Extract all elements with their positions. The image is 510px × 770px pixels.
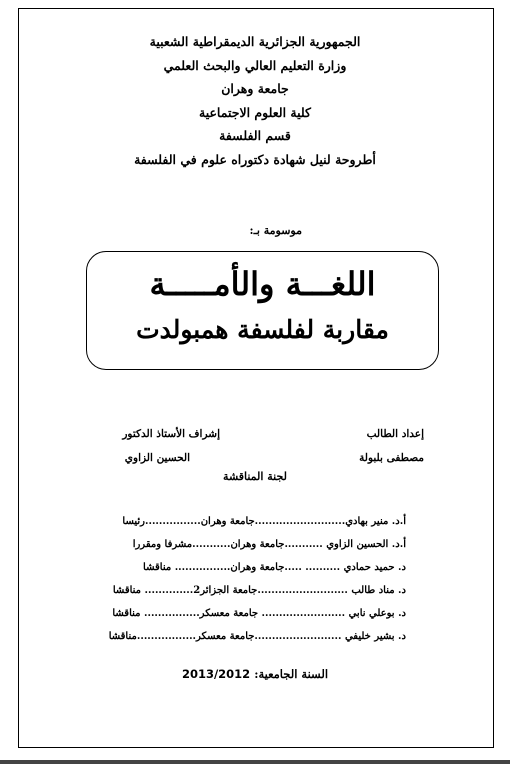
academic-year-label: السنة الجامعية: (254, 667, 329, 681)
header-line-department: قسم الفلسفة (219, 128, 291, 143)
academic-year (0, 667, 510, 681)
header-line-faculty: كلية العلوم الاجتماعية (199, 104, 311, 120)
designated-label: موسومة بـ: (249, 224, 302, 237)
bottom-rule (0, 760, 510, 764)
preparation-label: إعداد الطالب (366, 428, 424, 440)
header-line-thesis-type: أطروحة لنيل شهادة دكتوراه علوم في الفلسفة (134, 151, 376, 167)
institution-header (0, 30, 510, 171)
committee-member: أ.د. منير بهادي..........................جامعة وهران................رئيسا (122, 516, 406, 527)
supervision-label: إشراف الأستاذ الدكتور (122, 428, 220, 440)
student-name: مصطفى بلبولة (359, 452, 424, 464)
committee-member: د. بوعلي نابي ........................ جامعة معسكر................ مناقشا (112, 608, 406, 619)
committee-member: أ.د. الحسين الزاوي ...........جامعة وهران...........مشرفا ومقررا (132, 539, 406, 550)
committee-title: لجنة المناقشة (223, 470, 287, 483)
header-line-country: الجمهورية الجزائرية الديمقراطية الشعبية (149, 34, 361, 49)
committee-members-list (109, 510, 406, 648)
header-line-university: جامعة وهران (221, 81, 289, 96)
supervisor-name: الحسين الزاوي (124, 452, 190, 464)
committee-member: د. حميد حمادي .......... .....جامعة وهران................ مناقشا (143, 562, 406, 573)
thesis-title-box (86, 251, 439, 370)
committee-member: د. مناد طالب ..........................جامعة الجزائر2.............. مناقشا (112, 585, 406, 596)
thesis-subtitle: مقاربة لفلسفة همبولدت (136, 315, 389, 344)
academic-year-value: 2013/2012 (181, 667, 251, 681)
committee-member: د. بشير خليفي .........................جامعة معسكر.................مناقشا (108, 631, 406, 642)
thesis-title: اللغـــة والأمـــــة (149, 265, 376, 303)
header-line-ministry: وزارة التعليم العالي والبحث العلمي (163, 57, 347, 73)
